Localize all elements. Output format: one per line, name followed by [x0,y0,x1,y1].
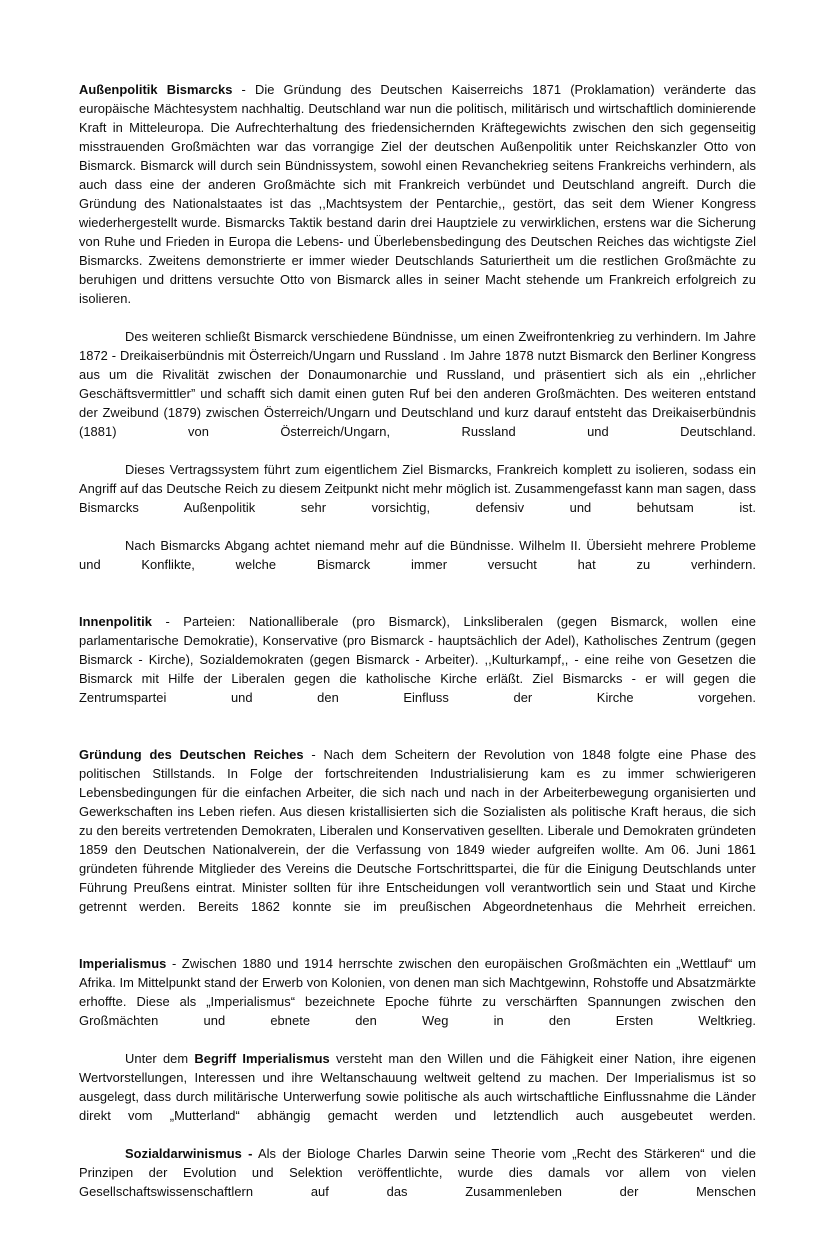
paragraph-text: Als der Biologe Charles Darwin seine Theorie vom „Recht des Stärkeren“ und die Prinzipen der Evolution und Selektion veröffentlichte, wurde dies damals vor allem von vielen Gesellschaftswissenschaftlern auf das Zusammenleben der Menschen [79,1146,757,1199]
paragraph-text: - Zwischen 1880 und 1914 herrschte zwischen den europäischen Großmächten ein „Wettlauf“ um Afrika. Im Mittelpunkt stand der Erwerb von Kolonien, von denen man sich Machtgewinn, Rohstoffe und Absatzmärkte erhoffte. Diese als „Imperialismus“ bezeichnete Epoche führte zu verschärften Spannungen zwischen den Großmächten und ebnete den Weg in den Ersten Weltkrieg. [79,956,756,1028]
paragraph-imperialismus-1 [79,954,756,1049]
paragraph-text: Nach Bismarcks Abgang achtet niemand mehr auf die Bündnisse. Wilhelm II. Übersieht mehrere Probleme und Konflikte, welche Bismarck immer versucht hat zu verhindern. [79,538,756,572]
section-heading-innenpolitik: Innenpolitik [79,614,152,629]
section-heading-aussenpolitik: Außenpolitik Bismarcks [79,82,233,97]
inline-heading-sozialdarwinismus: Sozialdarwinismus - [125,1146,253,1161]
section-heading-imperialismus: Imperialismus [79,956,167,971]
paragraph-innenpolitik-1 [79,612,756,726]
paragraph-text: Des weiteren schließt Bismarck verschiedene Bündnisse, um einen Zweifrontenkrieg zu verhindern. Im Jahre 1872 - Dreikaiserbündnis mit Österreich/Ungarn und Russland . Im Jahre 1878 nutzt Bismarck den Berliner Kongress aus um die Rivalität zwischen der Donaumonarchie und Russland, und präsentiert sich als ein ,,ehrlicher Geschäftsvermittler” und schafft sich damit einen guten Ruf bei den anderen Großmächten. Des weiteren entstand der Zweibund (1879) zwischen Österreich/Ungarn und Deutschland und kurz darauf entsteht das Dreikaiserbündnis (1881) von Österreich/Ungarn, Russland und Deutschland. [79,329,756,439]
paragraph-text: versteht man den Willen und die Fähigkeit einer Nation, ihre eigenen Wertvorstellungen, Interessen und ihre Weltanschauung weltweit geltend zu machen. Der Imperialismus ist so ausgelegt, dass durch militärische Unterwerfung sowie politische als auch wirtschaftliche Einflussnahme die Länder direkt vom „Mutterland“ abhängig gemacht werden und letztendlich auch ausgebeutet werden. [79,1051,757,1123]
paragraph-aussenpolitik-1 [79,80,756,327]
paragraph-text: - Nach dem Scheitern der Revolution von 1848 folgte eine Phase des politischen Stillstands. In Folge der fortschreitenden Industrialisierung kam es zu immer schwierigeren Lebensbedingungen für die einfachen Arbeiter, die sich nach und nach in der Arbeiterbewegung organisierten und Gewerkschaften ins Leben riefen. Aus diesen kristallisierten sich die Sozialisten als politische Kraft heraus, die sich zu den bereits vertretenden Demokraten, Liberalen und Konservativen gesellten. Liberale und Demokraten gründeten 1859 den Deutschen Nationalverein, der die Verfassung von 1849 wieder aufgreifen wollte. Am 06. Juni 1861 gründeten führende Mitglieder des Vereins die Deutsche Fortschrittspartei, die für die Einigung Deutschlands unter Führung Preußens eintrat. Minister sollten für ihre Entscheidungen voll verantwortlich sein und Staat und Kirche getrennt werden. Bereits 1862 konnte sie im preußischen Abgeordnetenhaus die Mehrheit erreichen. [79,747,756,914]
inline-heading-begriff-imperialismus: Begriff Imperialismus [194,1051,330,1066]
paragraph-gruendung-1 [79,745,756,935]
paragraph-imperialismus-2 [79,1049,756,1144]
paragraph-lead-in: Unter dem [125,1051,195,1066]
paragraph-aussenpolitik-3 [79,460,756,536]
paragraph-text: Dieses Vertragssystem führt zum eigentlichem Ziel Bismarcks, Frankreich komplett zu isolieren, sodass ein Angriff auf das Deutsche Reich zu diesem Zeitpunkt nicht mehr möglich ist. Zusammengefasst kann man sagen, dass Bismarcks Außenpolitik sehr vorsichtig, defensiv und behutsam ist. [79,462,756,515]
paragraph-text: - Parteien: Nationalliberale (pro Bismarck), Linksliberalen (gegen Bismarck, wollen eine parlamentarische Demokratie), Konservative (pro Bismarck - hauptsächlich der Adel), Katholisches Zentrum (gegen Bismarck - Kirche), Sozialdemokraten (gegen Bismarck - Arbeiter). ,,Kulturkampf,, - eine reihe von Gesetzen die Bismarck mit Hilfe der Liberalen gegen die katholische Kirche erläßt. Ziel Bismarcks - er will gegen die Zentrumspartei und den Einfluss der Kirche vorgehen. [79,614,756,705]
section-heading-gruendung: Gründung des Deutschen Reiches [79,747,304,762]
paragraph-sozialdarwinismus [79,1144,756,1220]
paragraph-text: - Die Gründung des Deutschen Kaiserreichs 1871 (Proklamation) veränderte das europäische Mächtesystem nachhaltig. Deutschland war nun die politisch, militärisch und wirtschaftlich dominierende Kraft in Mitteleuropa. Die Aufrechterhaltung des friedensichernden Kräftegewichts zwischen den sich gegenseitig misstrauenden Großmächten war das vorrangige Ziel der deutschen Außenpolitik unter Reichskanzler Otto von Bismarck. Bismarck will durch sein Bündnissystem, sowohl einen Revanchekrieg seitens Frankreichs verhindern, als auch dass eine der anderen Großmächte sich mit Frankreich verbündet und Deutschland angreift. Durch die Gründung des Nationalstaates ist das ,,Machtsystem der Pentarchie,, gestört, das seit dem Wiener Kongress wiederhergestellt wurde. Bismarcks Taktik bestand darin drei Hauptziele zu verwirklichen, erstens war die Sicherung von Ruhe und Frieden in Europa die Lebens- und Überlebensbedingung des Deutschen Reiches das wichtigste Ziel Bismarcks. Zweitens demonstrierte er immer wieder Deutschlands Saturiertheit um die restlichen Großmächte zu beruhigen und drittens versuchte Otto von Bismarck alles in seiner Macht stehende um Frankreich erfolgreich zu isolieren. [79,82,756,306]
paragraph-aussenpolitik-4 [79,536,756,593]
paragraph-aussenpolitik-2 [79,327,756,460]
document-body [79,80,756,1220]
